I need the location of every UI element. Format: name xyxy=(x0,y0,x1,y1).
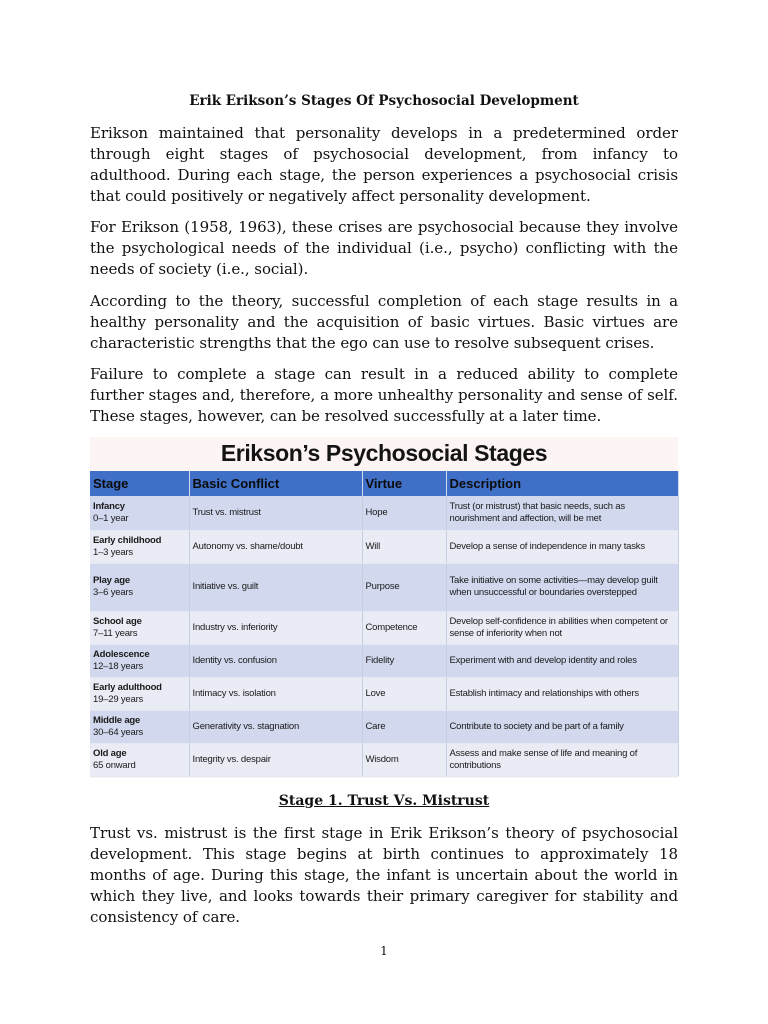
stage-age: 30–64 years xyxy=(93,726,144,738)
paragraph-intro: Erikson maintained that personality develops in a predetermined order through eight stages of psychosocial development, from infancy to adulthood. During each stage, the person experiences a psychosocial crisis that could positively or negatively affect personality development. xyxy=(90,124,678,205)
stage-name: Old age xyxy=(93,747,127,759)
conflict-cell: Identity vs. confusion xyxy=(189,644,362,677)
stage-cell xyxy=(90,496,189,530)
virtue-cell: Hope xyxy=(362,496,446,530)
virtue-cell: Will xyxy=(362,530,446,563)
description-cell: Develop self-confidence in abilities when competent or sense of inferiority when not xyxy=(446,611,678,644)
conflict-cell: Autonomy vs. shame/doubt xyxy=(189,530,362,563)
virtue-cell: Wisdom xyxy=(362,743,446,776)
stage-cell xyxy=(90,710,189,743)
conflict-cell: Integrity vs. despair xyxy=(189,743,362,776)
stage-name: Infancy xyxy=(93,500,125,512)
conflict-cell: Intimacy vs. isolation xyxy=(189,677,362,710)
stage-name: School age xyxy=(93,615,142,627)
stages-table xyxy=(90,471,679,777)
table-row xyxy=(90,677,678,710)
table-row xyxy=(90,743,678,776)
virtue-cell: Purpose xyxy=(362,563,446,611)
column-header-virtue: Virtue xyxy=(362,471,446,496)
table-header-row xyxy=(90,471,678,496)
stage-cell xyxy=(90,530,189,563)
column-header-conflict: Basic Conflict xyxy=(189,471,362,496)
column-header-stage: Stage xyxy=(90,471,189,496)
stage-age: 7–11 years xyxy=(93,627,138,639)
section-heading: Stage 1. Trust Vs. Mistrust xyxy=(278,793,490,809)
conflict-cell: Industry vs. inferiority xyxy=(189,611,362,644)
stage-name: Adolescence xyxy=(93,648,150,660)
virtue-cell: Care xyxy=(362,710,446,743)
description-cell: Experiment with and develop identity and roles xyxy=(446,644,678,677)
conflict-cell: Trust vs. mistrust xyxy=(189,496,362,530)
stage-cell xyxy=(90,563,189,611)
paragraph-crises: For Erikson (1958, 1963), these crises are psychosocial because they involve the psychological needs of the individual (i.e., psycho) conflicting with the needs of society (i.e., social). xyxy=(90,218,678,278)
description-cell: Develop a sense of independence in many tasks xyxy=(446,530,678,563)
description-cell: Contribute to society and be part of a family xyxy=(446,710,678,743)
paragraph-failure: Failure to complete a stage can result in a reduced ability to complete further stages and, therefore, a more unhealthy personality and sense of self. These stages, however, can be resolved successfully at a later time. xyxy=(90,365,678,425)
stage-age: 19–29 years xyxy=(93,693,144,705)
figure-title: Erikson’s Psychosocial Stages xyxy=(220,440,548,466)
description-cell: Assess and make sense of life and meaning of contributions xyxy=(446,743,678,776)
paragraph-virtues: According to the theory, successful completion of each stage results in a healthy personality and the acquisition of basic virtues. Basic virtues are characteristic strengths that the ego can use to resolve subsequent crises. xyxy=(90,292,678,352)
stage-age: 3–6 years xyxy=(93,587,133,598)
stages-figure xyxy=(90,437,678,778)
stage-name: Early childhood xyxy=(93,534,162,546)
table-row xyxy=(90,611,678,644)
stage-age: 12–18 years xyxy=(93,660,144,672)
table-row xyxy=(90,530,678,563)
document-title: Erik Erikson’s Stages Of Psychosocial Development xyxy=(189,93,579,109)
conflict-cell: Generativity vs. stagnation xyxy=(189,710,362,743)
virtue-cell: Competence xyxy=(362,611,446,644)
stage-age: 1–3 years xyxy=(93,546,133,558)
description-cell: Take initiative on some activities—may develop guilt when unsuccessful or boundaries overstepped xyxy=(446,563,678,611)
table-row xyxy=(90,563,678,611)
table-row xyxy=(90,710,678,743)
column-header-description: Description xyxy=(446,471,678,496)
virtue-cell: Love xyxy=(362,677,446,710)
conflict-cell: Initiative vs. guilt xyxy=(189,563,362,611)
stage-name: Middle age xyxy=(93,714,141,726)
table-row xyxy=(90,644,678,677)
stage-cell xyxy=(90,743,189,776)
stage-name: Early adulthood xyxy=(93,681,162,693)
description-cell: Establish intimacy and relationships with others xyxy=(446,677,678,710)
page-number: 1 xyxy=(380,944,388,958)
stage-cell xyxy=(90,644,189,677)
paragraph-stage1: Trust vs. mistrust is the first stage in Erik Erikson’s theory of psychosocial development. This stage begins at birth continues to approximately 18 months of age. During this stage, the infant is uncertain about the world in which they live, and looks towards their primary caregiver for stability and consistency of care. xyxy=(90,824,678,926)
stage-cell xyxy=(90,611,189,644)
stage-cell xyxy=(90,677,189,710)
stage-age: 0–1 year xyxy=(93,512,129,524)
description-cell: Trust (or mistrust) that basic needs, such as nourishment and affection, will be met xyxy=(446,496,678,530)
stage-name: Play age xyxy=(93,575,130,586)
virtue-cell: Fidelity xyxy=(362,644,446,677)
table-row xyxy=(90,496,678,530)
stage-age: 65 onward xyxy=(93,759,136,771)
